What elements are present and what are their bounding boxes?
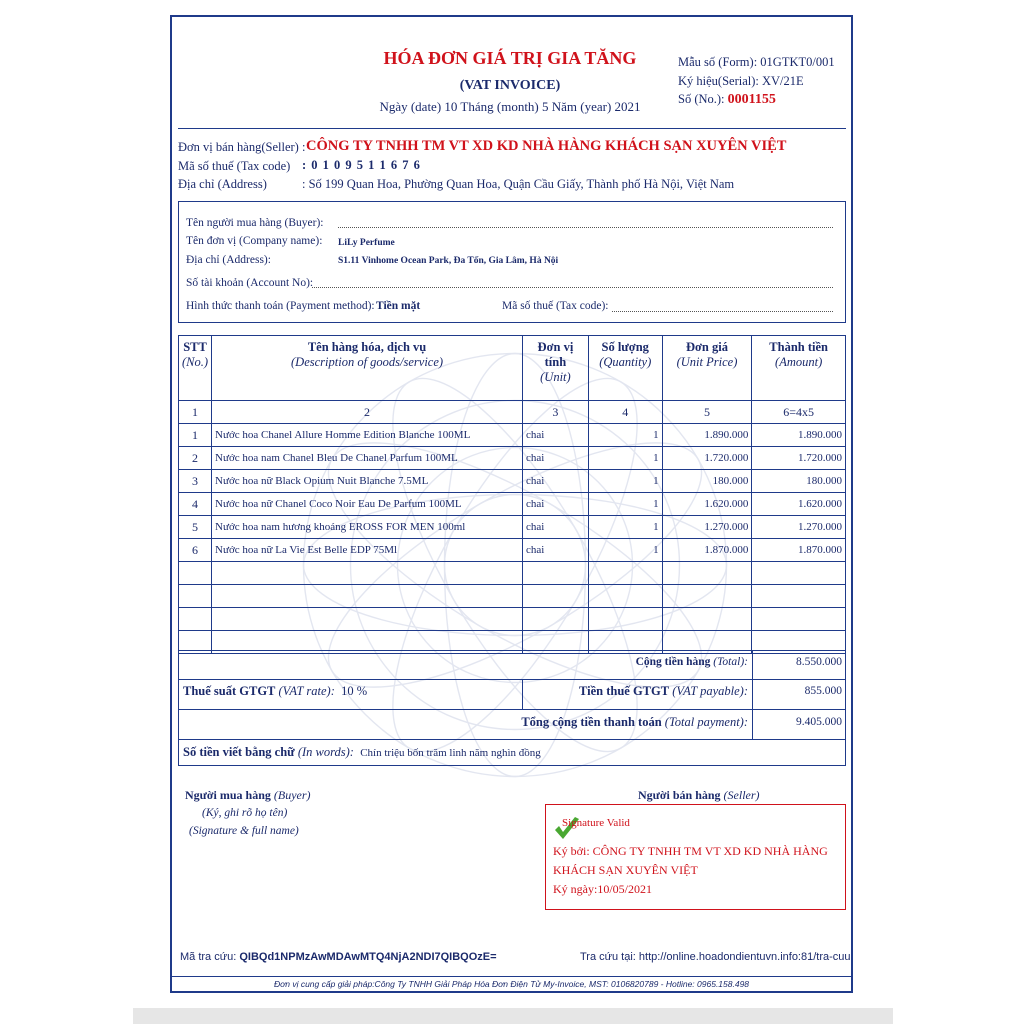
vat-rate-value: 10 %	[341, 684, 368, 698]
table-header-row	[179, 336, 846, 401]
vat-rate-label: Thuế suất GTGT (VAT rate): 10 %	[183, 684, 368, 698]
index-cell: 2	[212, 401, 523, 424]
amount-in-words-value: Chín triệu bốn trăm linh năm nghìn đồng	[360, 747, 541, 759]
buyer-address-label: Địa chỉ (Address):	[186, 254, 271, 266]
index-cell: 1	[179, 401, 212, 424]
table-row: 1 Nước hoa Chanel Allure Homme Edition Blanche 100ML chai 1 1.890.000 1.890.000	[179, 424, 846, 447]
seller-tax-code: : 0 1 0 9 5 1 1 6 7 6	[302, 158, 421, 172]
column-index-row	[179, 401, 846, 424]
signed-by-cont: KHÁCH SẠN XUYÊN VIỆT	[553, 863, 698, 877]
buyer-name-label: Tên người mua hàng (Buyer):	[186, 217, 324, 229]
invoice-number	[678, 92, 776, 108]
seller-tax-label: Mã số thuế (Tax code)	[178, 159, 291, 173]
header-cell: STT (No.)	[179, 336, 212, 401]
seller-address: : Số 199 Quan Hoa, Phường Quan Hoa, Quận Cầu Giấy, Thành phố Hà Nội, Việt Nam	[302, 177, 735, 191]
serial-number: Ký hiệu(Serial): XV/21E	[678, 74, 804, 88]
totals-value-divider	[752, 650, 753, 739]
account-line	[312, 287, 833, 288]
table-row: 5 Nước hoa nam hương khoáng EROSS FOR MEN 100ml chai 1 1.270.000 1.270.000	[179, 516, 846, 539]
invoice-date: Ngày (date) 10 Tháng (month) 5 Năm (year) 2021	[379, 99, 641, 114]
company-name-label: Tên đơn vị (Company name):	[186, 235, 323, 247]
signed-by: Ký bởi: CÔNG TY TNHH TM VT XD KD NHÀ HÀNG	[553, 844, 828, 858]
payment-method-label: Hình thức thanh toán (Payment method):	[186, 300, 375, 312]
table-row: 6 Nước hoa nữ La Vie Est Belle EDP 75Ml chai 1 1.870.000 1.870.000	[179, 539, 846, 562]
subtotal-value: 8.550.000	[796, 656, 842, 668]
index-cell: 5	[662, 401, 752, 424]
vat-amount-label: Tiền thuế GTGT (VAT payable):	[579, 684, 748, 698]
vat-amount-value: 855.000	[804, 685, 842, 697]
company-name: LiLy Perfume	[338, 238, 395, 248]
lookup-code: Mã tra cứu: QIBQd1NPMzAwMDAwMTQ4NjA2NDI7QIBQOzE=	[180, 951, 497, 963]
buyer-signature-title: Người mua hàng (Buyer)	[185, 788, 311, 802]
seller-name-label: Đơn vị bán hàng(Seller) :	[178, 140, 306, 154]
seller-address-label: Địa chỉ (Address)	[178, 177, 267, 191]
header-divider	[178, 128, 846, 129]
account-label: Số tài khoản (Account No):	[186, 277, 314, 289]
empty-row	[179, 608, 846, 631]
footer-divider	[172, 976, 851, 977]
index-cell: 6=4x5	[752, 401, 846, 424]
lookup-code-value: QIBQd1NPMzAwMDAwMTQ4NjA2NDI7QIBQOzE=	[239, 951, 497, 963]
invoice-number-prefix: Số (No.):	[678, 92, 728, 106]
header-cell: Thành tiền (Amount)	[752, 336, 846, 401]
header-cell: Tên hàng hóa, dịch vụ (Description of goods/service)	[212, 336, 523, 401]
totals-divider-3	[178, 739, 846, 740]
header-cell: Đơn giá (Unit Price)	[662, 336, 752, 401]
invoice-number-value: 0001155	[727, 92, 776, 107]
amount-in-words: Số tiền viết bằng chữ (In words): Chín triệu bốn trăm linh năm nghìn đồng	[183, 745, 541, 759]
buyer-signature-note-en: (Signature & full name)	[189, 825, 299, 837]
items-table	[178, 335, 846, 654]
totals-divider-1	[178, 679, 846, 680]
subtotal-label: Cộng tiền hàng (Total):	[635, 656, 748, 668]
grand-total-value: 9.405.000	[796, 716, 842, 728]
empty-row	[179, 562, 846, 585]
header-cell: Đơn vị tính (Unit)	[523, 336, 589, 401]
vat-rate-divider	[522, 680, 523, 709]
table-row: 4 Nước hoa nữ Chanel Coco Noir Eau De Parfum 100ML chai 1 1.620.000 1.620.000	[179, 493, 846, 516]
buyer-signature-note: (Ký, ghi rõ họ tên)	[202, 807, 288, 819]
buyer-address: S1.11 Vinhome Ocean Park, Đa Tốn, Gia Lâm, Hà Nội	[338, 256, 559, 266]
invoice-title: HÓA ĐƠN GIÁ TRỊ GIA TĂNG	[383, 48, 637, 68]
index-cell: 3	[523, 401, 589, 424]
buyer-tax-label: Mã số thuế (Tax code):	[502, 300, 609, 312]
empty-row	[179, 585, 846, 608]
header-cell: Số lượng (Quantity)	[588, 336, 662, 401]
seller-signature-title: Người bán hàng (Seller)	[638, 788, 760, 802]
table-row: 3 Nước hoa nữ Black Opium Nuit Blanche 7.5ML chai 1 180.000 180.000	[179, 470, 846, 493]
seller-name: CÔNG TY TNHH TM VT XD KD NHÀ HÀNG KHÁCH SẠN XUYÊN VIỆT	[306, 138, 787, 154]
provider-info: Đơn vị cung cấp giải pháp:Công Ty TNHH Giải Pháp Hóa Đơn Điện Tử My-Invoice, MST: 0106820789 - Hotline: 0965.158.498	[273, 979, 750, 989]
totals-divider-2	[178, 709, 846, 710]
buyer-name-line	[338, 227, 833, 228]
index-cell: 4	[588, 401, 662, 424]
signature-valid-text: Signature Valid	[562, 817, 630, 829]
bottom-background-band	[133, 1008, 893, 1024]
grand-total-label: Tổng cộng tiền thanh toán (Total payment):	[521, 715, 748, 729]
invoice-subtitle: (VAT INVOICE)	[459, 78, 561, 93]
lookup-url[interactable]: Tra cứu tại: http://online.hoadondientuvn.info:81/tra-cuu	[580, 951, 851, 963]
buyer-tax-line	[612, 311, 833, 312]
table-row: 2 Nước hoa nam Chanel Bleu De Chanel Parfum 100ML chai 1 1.720.000 1.720.000	[179, 447, 846, 470]
signed-date: Ký ngày:10/05/2021	[553, 882, 652, 896]
payment-method-value: Tiền mặt	[376, 300, 421, 312]
form-number: Mẫu số (Form): 01GTKT0/001	[678, 55, 835, 69]
